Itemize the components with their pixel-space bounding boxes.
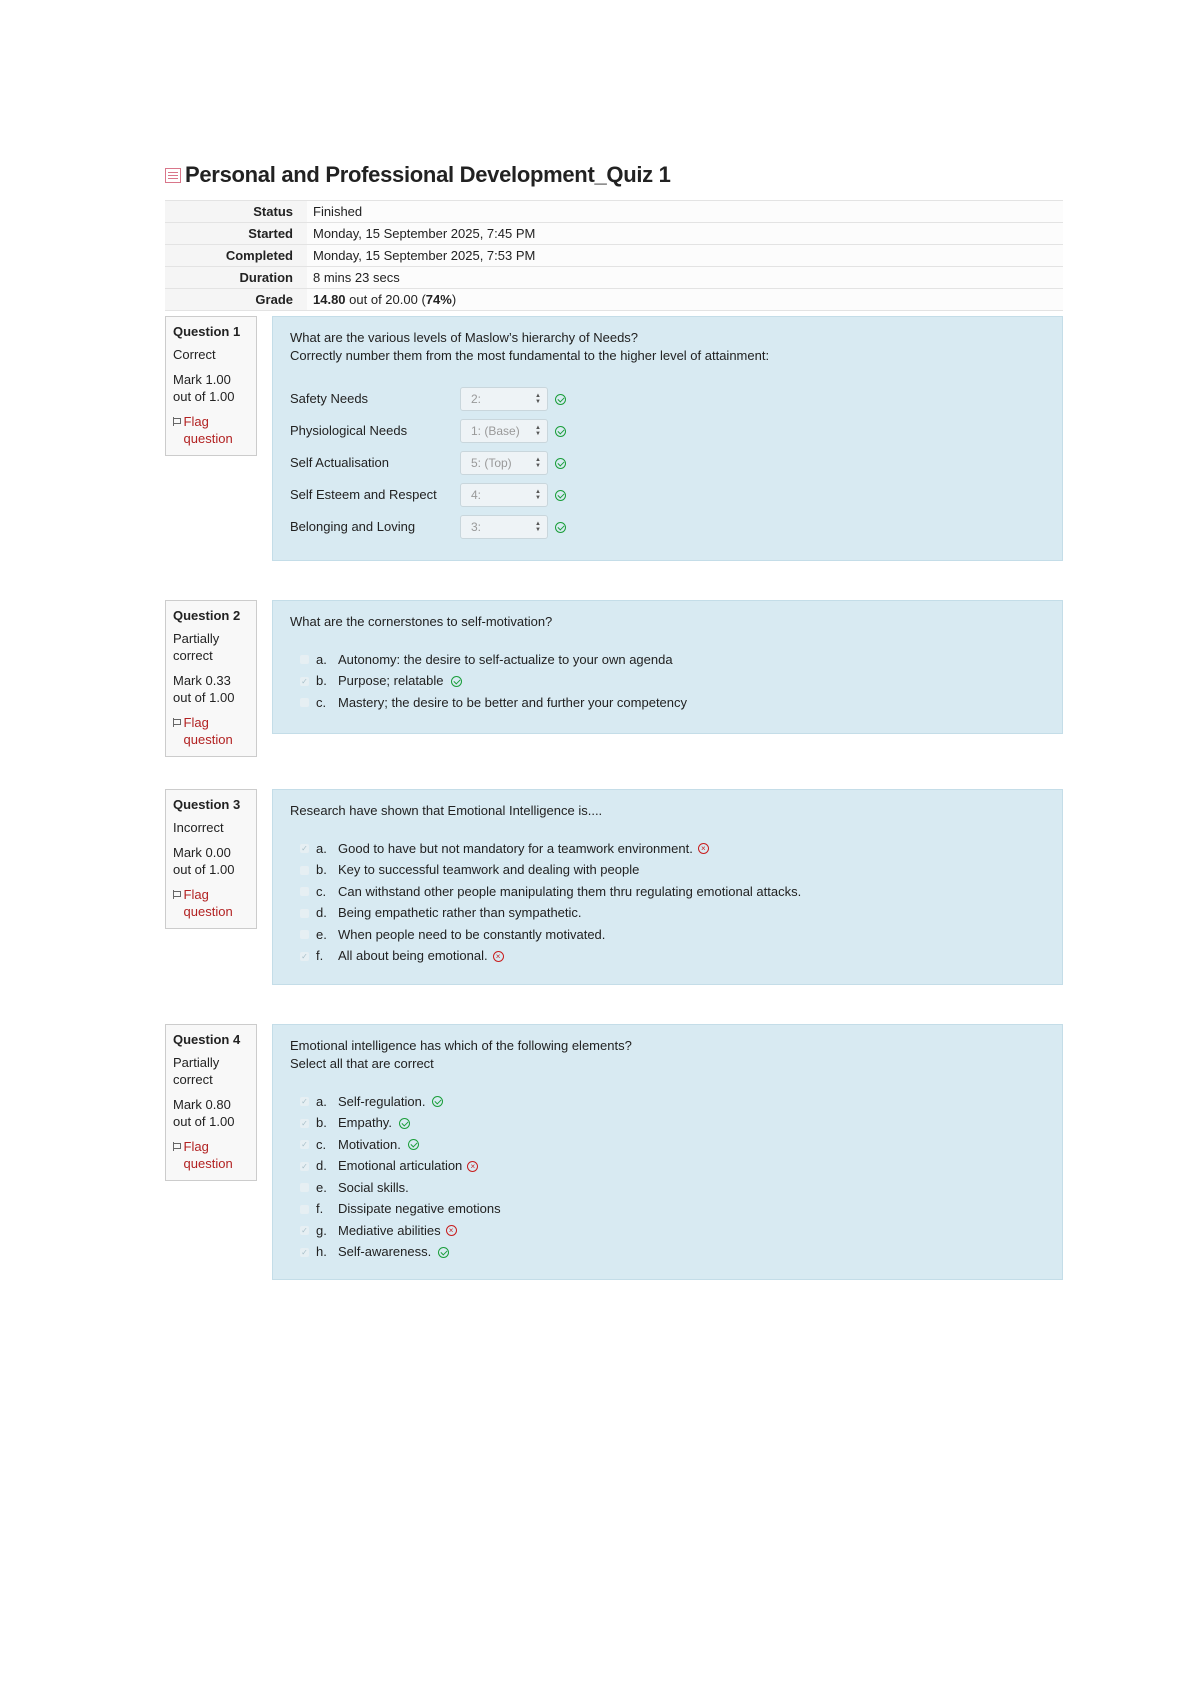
match-select[interactable] (460, 419, 548, 443)
flag-question-link[interactable] (173, 1138, 249, 1172)
select-value: 4: (471, 488, 482, 502)
summary-row-started (165, 223, 1063, 245)
option-letter: f. (316, 948, 324, 964)
answer-option[interactable] (300, 946, 1045, 968)
flag-question-link[interactable] (173, 413, 249, 447)
checked-checkbox[interactable]: ✓ (301, 676, 308, 686)
select-arrows-icon: ▲▼ (535, 457, 541, 469)
correct-icon (432, 1096, 443, 1107)
checked-checkbox[interactable]: ✓ (301, 1161, 308, 1171)
summary-label: Started (165, 223, 307, 245)
question-text-line: What are the cornerstones to self-motivation? (290, 614, 553, 629)
select-arrows-icon: ▲▼ (535, 425, 541, 437)
question-text-line: Emotional intelligence has which of the following elements? (290, 1038, 632, 1053)
match-label: Self Esteem and Respect (290, 487, 437, 502)
question-content (272, 600, 1063, 734)
incorrect-icon: × (467, 1161, 478, 1172)
quiz-icon (165, 168, 181, 183)
question-state: Incorrect (173, 820, 224, 835)
option-text: Key to successful teamwork and dealing with people (338, 862, 640, 878)
option-text: Social skills. (338, 1179, 409, 1195)
question-mark: Mark 0.33 out of 1.00 (173, 673, 235, 705)
flag-question-label[interactable]: Flag question (183, 715, 233, 747)
question-text (290, 329, 1045, 365)
answer-options (300, 838, 1045, 967)
answer-options (300, 1091, 1045, 1263)
match-row (290, 479, 1045, 511)
flag-icon (173, 417, 182, 426)
question-mark: Mark 0.80 out of 1.00 (173, 1097, 235, 1129)
answer-option[interactable] (300, 860, 1045, 882)
checkbox[interactable] (300, 655, 309, 664)
question-text (290, 802, 1045, 820)
match-row (290, 511, 1045, 543)
option-letter: a. (316, 651, 327, 667)
incorrect-icon: × (698, 843, 709, 854)
match-select[interactable] (460, 515, 548, 539)
question-text (290, 1037, 1045, 1073)
question-text-line: What are the various levels of Maslow’s hierarchy of Needs? (290, 330, 639, 345)
grade-percent: 74% (425, 292, 452, 307)
option-text: Can withstand other people manipulating them thru regulating emotional attacks. (338, 883, 802, 899)
correct-icon (555, 426, 566, 437)
answer-option[interactable] (300, 924, 1045, 946)
answer-option[interactable] (300, 1156, 1045, 1178)
flag-icon (173, 718, 182, 727)
option-text: Self-awareness. (338, 1244, 432, 1260)
select-value: 3: (471, 520, 482, 534)
correct-icon (408, 1139, 419, 1150)
grade-close: ) (451, 292, 457, 307)
checkbox[interactable] (300, 866, 309, 875)
select-value: 1: (Base) (471, 424, 520, 438)
question-info (165, 600, 257, 757)
question-mark: Mark 1.00 out of 1.00 (173, 372, 235, 404)
answer-option[interactable] (300, 649, 1045, 671)
option-text: All about being emotional. (338, 948, 488, 964)
checkbox[interactable] (300, 1183, 309, 1192)
flag-question-label[interactable]: Flag question (183, 1139, 233, 1171)
match-row (290, 415, 1045, 447)
flag-question-link[interactable] (173, 886, 249, 920)
summary-value (307, 289, 1063, 311)
option-text: Self-regulation. (338, 1093, 426, 1109)
answer-option[interactable] (300, 903, 1045, 925)
checked-checkbox[interactable]: ✓ (301, 844, 308, 854)
answer-option[interactable] (300, 1091, 1045, 1113)
question-text (290, 613, 1045, 631)
match-row (290, 447, 1045, 479)
match-label: Safety Needs (290, 391, 369, 406)
question-text-line: Select all that are correct (290, 1056, 434, 1071)
correct-icon (438, 1247, 449, 1258)
checkbox[interactable] (300, 698, 309, 707)
answer-option[interactable] (300, 1220, 1045, 1242)
incorrect-icon: × (446, 1225, 457, 1236)
summary-row-completed (165, 245, 1063, 267)
select-arrows-icon: ▲▼ (535, 489, 541, 501)
question-number: Question 2 (173, 608, 241, 623)
select-arrows-icon: ▲▼ (535, 521, 541, 533)
checkbox[interactable] (300, 930, 309, 939)
correct-icon (555, 458, 566, 469)
flag-icon (173, 1142, 182, 1151)
question-number: Question 1 (173, 324, 241, 339)
correct-icon (555, 490, 566, 501)
correct-icon (399, 1118, 410, 1129)
answer-option[interactable] (300, 1134, 1045, 1156)
question-info (165, 316, 257, 456)
flag-question-label[interactable]: Flag question (183, 887, 233, 919)
option-letter: a. (316, 1093, 327, 1109)
answer-option[interactable] (300, 881, 1045, 903)
question-text-line: Correctly number them from the most fundamental to the higher level of attainment: (290, 348, 770, 363)
question-state: Partially correct (173, 631, 220, 663)
checkbox[interactable] (300, 909, 309, 918)
summary-label: Duration (165, 267, 307, 289)
match-select[interactable] (460, 387, 548, 411)
match-select[interactable] (460, 483, 548, 507)
question-number: Question 4 (173, 1032, 241, 1047)
select-value: 5: (Top) (471, 456, 512, 470)
flag-question-label[interactable]: Flag question (183, 414, 233, 446)
summary-value: 8 mins 23 secs (307, 267, 1063, 289)
question-text-line: Research have shown that Emotional Intelligence is.... (290, 803, 603, 818)
checked-checkbox[interactable]: ✓ (301, 1097, 308, 1107)
option-letter: d. (316, 1158, 327, 1174)
option-letter: e. (316, 926, 327, 942)
correct-icon (555, 522, 566, 533)
answer-option[interactable] (300, 692, 1045, 714)
option-text: Autonomy: the desire to self-actualize to your own agenda (338, 651, 673, 667)
option-letter: f. (316, 1201, 324, 1217)
summary-row-status (165, 201, 1063, 223)
question-state: Correct (173, 347, 216, 362)
flag-icon (173, 890, 182, 899)
quiz-review-page (165, 158, 1063, 311)
checkbox[interactable] (300, 887, 309, 896)
incorrect-icon: × (493, 951, 504, 962)
option-text: Motivation. (338, 1136, 401, 1152)
option-text: Empathy. (338, 1115, 392, 1131)
option-letter: c. (316, 1136, 327, 1152)
question-content (272, 789, 1063, 985)
option-text: Emotional articulation (338, 1158, 463, 1174)
question-content (272, 1024, 1063, 1280)
grade-outof: out of 20.00 ( (345, 292, 426, 307)
option-text: Purpose; relatable (338, 673, 444, 689)
match-row (290, 383, 1045, 415)
page-header (165, 158, 1063, 192)
match-label: Self Actualisation (290, 455, 390, 470)
question-info (165, 1024, 257, 1181)
answer-option[interactable] (300, 1199, 1045, 1221)
question-content (272, 316, 1063, 561)
option-text: When people need to be constantly motivated. (338, 926, 606, 942)
option-text: Being empathetic rather than sympathetic. (338, 905, 582, 921)
grade-score: 14.80 (313, 292, 346, 307)
option-letter: h. (316, 1244, 327, 1260)
answer-option[interactable] (300, 1177, 1045, 1199)
page-title: Personal and Professional Development_Quiz 1 (185, 162, 671, 187)
option-text: Mediative abilities (338, 1222, 441, 1238)
checked-checkbox[interactable]: ✓ (301, 1118, 308, 1128)
match-label: Physiological Needs (290, 423, 408, 438)
match-select[interactable] (460, 451, 548, 475)
option-letter: a. (316, 840, 327, 856)
match-label: Belonging and Loving (290, 519, 416, 534)
answer-option[interactable] (300, 1242, 1045, 1264)
summary-value: Monday, 15 September 2025, 7:53 PM (307, 245, 1063, 267)
checked-checkbox[interactable]: ✓ (301, 1226, 308, 1236)
option-letter: c. (316, 694, 327, 710)
option-letter: b. (316, 1115, 327, 1131)
option-letter: b. (316, 862, 327, 878)
answer-option[interactable] (300, 671, 1045, 693)
checked-checkbox[interactable]: ✓ (301, 1247, 308, 1257)
checked-checkbox[interactable]: ✓ (301, 1140, 308, 1150)
option-letter: e. (316, 1179, 327, 1195)
summary-label: Grade (165, 289, 307, 311)
option-letter: d. (316, 905, 327, 921)
flag-question-link[interactable] (173, 714, 249, 748)
attempt-summary-table (165, 200, 1063, 311)
option-text: Good to have but not mandatory for a teamwork environment. (338, 840, 693, 856)
summary-row-grade (165, 289, 1063, 311)
select-value: 2: (471, 392, 482, 406)
summary-label: Status (165, 201, 307, 223)
answer-option[interactable] (300, 1113, 1045, 1135)
option-text: Mastery; the desire to be better and further your competency (338, 694, 688, 710)
question-mark: Mark 0.00 out of 1.00 (173, 845, 235, 877)
option-letter: g. (316, 1222, 327, 1238)
checkbox[interactable] (300, 1205, 309, 1214)
option-text: Dissipate negative emotions (338, 1201, 501, 1217)
question-state: Partially correct (173, 1055, 220, 1087)
question-info (165, 789, 257, 929)
question-number: Question 3 (173, 797, 241, 812)
option-letter: c. (316, 883, 327, 899)
summary-value: Finished (307, 201, 1063, 223)
summary-label: Completed (165, 245, 307, 267)
correct-icon (555, 394, 566, 405)
select-arrows-icon: ▲▼ (535, 393, 541, 405)
answer-option[interactable] (300, 838, 1045, 860)
summary-row-duration (165, 267, 1063, 289)
correct-icon (451, 676, 462, 687)
option-letter: b. (316, 673, 327, 689)
answer-options (300, 649, 1045, 714)
summary-value: Monday, 15 September 2025, 7:45 PM (307, 223, 1063, 245)
checked-checkbox[interactable]: ✓ (301, 951, 308, 961)
